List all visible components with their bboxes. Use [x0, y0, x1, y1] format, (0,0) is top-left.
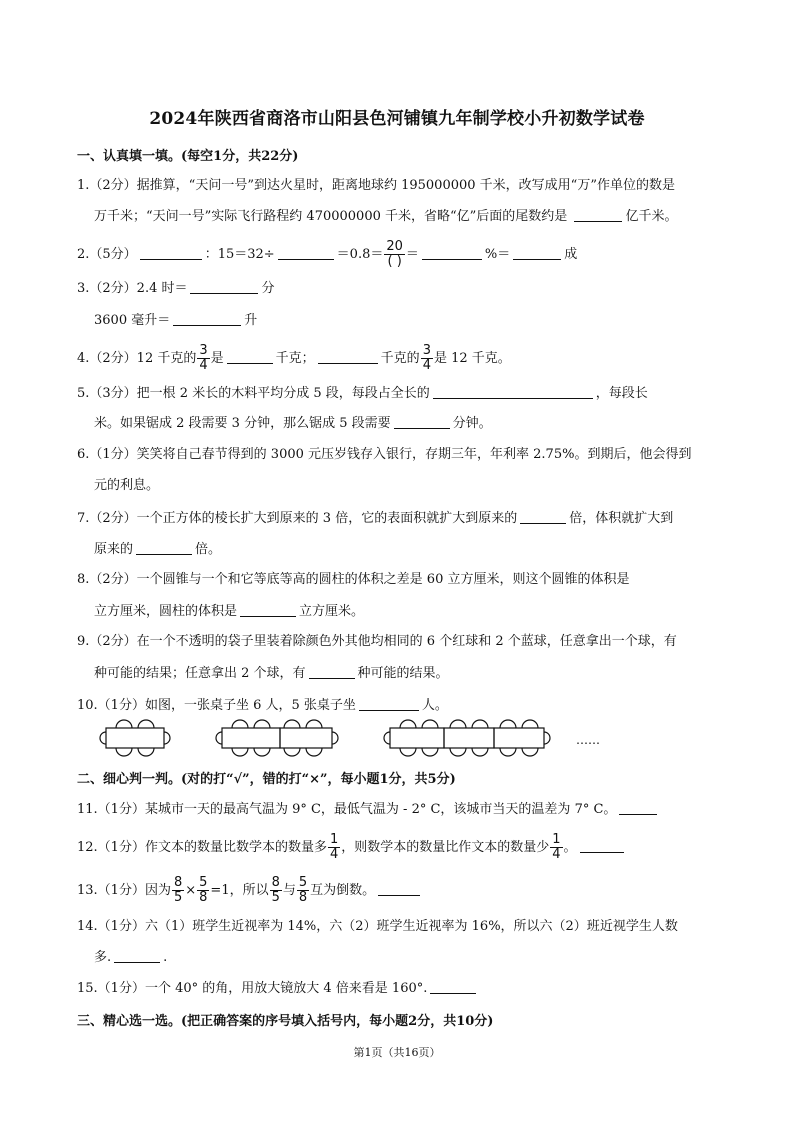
section-3-heading: 三、精心选一选。(把正确答案的序号填入括号内，每小题2分，共10分) [77, 1014, 494, 1029]
q13-text-a: 13.（1分）因为 [77, 883, 171, 898]
q4-fraction-1 [197, 344, 209, 373]
question-5-line-2 [94, 414, 492, 433]
q11-blank-1[interactable] [619, 800, 657, 815]
question-10 [77, 696, 448, 715]
q13-times: × [185, 883, 197, 898]
q12-blank-1[interactable] [580, 838, 624, 853]
table-group-3 [384, 720, 550, 756]
q7-text-a: 7.（2分）一个正方体的棱长扩大到原来的 3 倍，它的表面积就扩大到原来的 [77, 511, 518, 526]
q13-blank-1[interactable] [378, 881, 420, 896]
q2-text-e: %＝ [484, 247, 511, 262]
q4-text-d: 千克的 [380, 351, 420, 366]
q7-text-b: 倍，体积就扩大到 [569, 511, 674, 526]
q12-text-b: ，则数学本的数量比作文本的数量少 [341, 840, 550, 855]
q13-text-b: 互为倒数。 [310, 883, 376, 898]
q14-text-c: . [163, 950, 168, 965]
q13-frac1-den: 5 [173, 890, 183, 905]
question-3-line-1 [77, 279, 275, 298]
q2-text-b: ：15＝32÷ [204, 247, 275, 262]
q8-blank-1[interactable] [240, 602, 296, 617]
question-15 [77, 979, 479, 998]
question-1-line-1 [77, 177, 675, 195]
q7-blank-2[interactable] [136, 540, 192, 555]
q4-fraction-2 [421, 344, 433, 373]
q3-text-d: 升 [244, 313, 258, 328]
q12-text-c: 。 [563, 840, 577, 855]
q13-fraction-3 [270, 876, 282, 905]
q1-text-b: 万千米；“天问一号”实际飞行路程约 470000000 千米，省略“亿”后面的尾数约是 [94, 209, 568, 224]
q13-frac2-den: 8 [199, 890, 208, 905]
q5-text-a: 5.（3分）把一根 2 米长的木料平均分成 5 段，每段占全长的 [77, 386, 430, 401]
q9-text-a: 9.（2分）在一个不透明的袋子里装着除颜色外其他均相同的 6 个红球和 2 个蓝球，任意拿出一个球，有 [77, 634, 677, 649]
page-footer: 第1页（共16页） [353, 1046, 441, 1059]
q8-text-c: 立方厘米。 [299, 604, 365, 619]
q14-blank-1[interactable] [114, 948, 160, 963]
q13-frac4-den: 8 [298, 890, 308, 905]
table-group-1 [100, 720, 170, 756]
question-13 [77, 876, 423, 905]
q4-frac2-den: 4 [422, 358, 431, 373]
q2-fraction [384, 240, 405, 269]
section-2-heading: 二、细心判一判。(对的打“√”，错的打“×”，每小题1分，共5分) [77, 772, 456, 787]
q4-blank-2[interactable] [318, 349, 378, 364]
q12-fraction-1 [328, 833, 340, 862]
q5-text-c: 米。如果锯成 2 段需要 3 分钟，那么锯成 5 段需要 [94, 416, 391, 431]
q5-text-d: 分钟。 [452, 416, 492, 431]
question-5-line-1 [77, 384, 648, 403]
question-6-line-2 [94, 477, 159, 495]
question-8-line-1 [77, 571, 629, 589]
q14-text-a: 14.（1分）六（1）班学生近视率为 14%，六（2）班学生近视率为 16%，所以六（2）班近视学生人数 [77, 919, 678, 934]
q4-blank-1[interactable] [227, 349, 273, 364]
question-9-line-1 [77, 633, 677, 651]
q12-frac1-num: 1 [329, 832, 339, 847]
table-group-2 [216, 720, 338, 756]
exam-title: 2024年陕西省商洛市山阳县色河铺镇九年制学校小升初数学试卷 [149, 109, 645, 129]
q4-frac1-num: 3 [199, 343, 208, 358]
q10-text-b: 人。 [421, 698, 448, 713]
q11-text-a: 11.（1分）某城市一天的最高气温为 9° C，最低气温为 - 2° C，该城市当天的温差为 7° C。 [77, 802, 617, 817]
question-9-line-2 [94, 664, 449, 683]
q12-frac2-num: 1 [552, 832, 561, 847]
q8-text-b: 立方厘米，圆柱的体积是 [94, 604, 238, 619]
q13-frac2-num: 5 [199, 875, 208, 890]
q13-frac1-num: 8 [173, 875, 183, 890]
q2-blank-4[interactable] [513, 245, 561, 260]
q13-fraction-1 [172, 876, 184, 905]
q13-eq: =1，所以 [210, 883, 269, 898]
q2-text-c: ＝0.8＝ [336, 247, 384, 262]
question-4 [77, 344, 511, 373]
q4-text-a: 4.（2分）12 千克的 [77, 351, 197, 366]
q10-blank-1[interactable] [359, 696, 419, 711]
question-1-line-2 [94, 207, 677, 226]
q13-yu: 与 [282, 883, 296, 898]
q9-blank-1[interactable] [309, 664, 355, 679]
question-7-line-2 [94, 540, 221, 559]
question-14-line-2 [94, 948, 167, 967]
q7-text-d: 倍。 [195, 542, 222, 557]
q4-frac2-num: 3 [422, 343, 431, 358]
q13-frac4-num: 5 [298, 875, 308, 890]
q9-text-b: 种可能的结果；任意拿出 2 个球，有 [94, 666, 306, 681]
q15-blank-1[interactable] [430, 979, 476, 994]
q2-text-a: 2.（5分） [77, 247, 137, 262]
q4-frac1-den: 4 [199, 358, 208, 373]
section-1-heading: 一、认真填一填。(每空1分，共22分) [77, 149, 299, 164]
q3-text-b: 分 [261, 281, 275, 296]
q6-text-b: 元的利息。 [94, 478, 160, 493]
q4-text-b: 是 [210, 351, 224, 366]
q1-blank-2[interactable] [574, 207, 622, 222]
q3-blank-1[interactable] [190, 279, 258, 294]
question-6-line-1 [77, 446, 691, 464]
q2-text-d: ＝ [405, 247, 419, 262]
q1-text-c: 亿千米。 [625, 209, 678, 224]
continuation-dots: …… [576, 733, 600, 747]
q3-blank-2[interactable] [173, 311, 241, 326]
q15-text-a: 15.（1分）一个 40° 的角，用放大镜放大 4 倍来看是 160°. [77, 981, 428, 996]
q2-blank-3[interactable] [422, 245, 482, 260]
q10-text-a: 10.（1分）如图，一张桌子坐 6 人，5 张桌子坐 [77, 698, 356, 713]
tables-figure [90, 716, 650, 760]
q12-fraction-2 [550, 833, 562, 862]
q2-text-f: 成 [564, 247, 578, 262]
q1-text-a: 1.（2分）据推算，“天问一号”到达火星时，距离地球约 195000000 千米，改写成用“万”作单位的数是 [77, 178, 675, 193]
question-11 [77, 800, 660, 819]
question-7-line-1 [77, 509, 673, 528]
question-8-line-2 [94, 602, 364, 621]
q9-text-c: 种可能的结果。 [357, 666, 449, 681]
q13-fraction-4 [297, 876, 309, 905]
q4-text-e: 是 12 千克。 [433, 351, 511, 366]
q2-frac-den: ( ) [387, 254, 402, 269]
q13-frac3-den: 5 [271, 890, 280, 905]
q13-frac3-num: 8 [271, 875, 280, 890]
q12-frac2-den: 4 [552, 847, 561, 862]
q7-text-c: 原来的 [94, 542, 134, 557]
q14-text-b: 多. [94, 950, 112, 965]
q12-text-a: 12.（1分）作文本的数量比数学本的数量多 [77, 840, 327, 855]
q5-blank-2[interactable] [394, 414, 450, 429]
q2-blank-2[interactable] [278, 245, 334, 260]
q7-blank-1[interactable] [520, 509, 566, 524]
q5-text-b: ，每段长 [595, 386, 648, 401]
question-12 [77, 833, 627, 862]
q2-blank-1[interactable] [140, 245, 202, 260]
question-3-line-2 [94, 311, 257, 330]
q13-fraction-2 [197, 876, 209, 905]
question-14-line-1 [77, 918, 678, 936]
q5-blank-1[interactable] [433, 384, 593, 399]
q3-text-a: 3.（2分）2.4 时＝ [77, 281, 188, 296]
q4-text-c: 千克； [275, 351, 315, 366]
q8-text-a: 8.（2分）一个圆锥与一个和它等底等高的圆柱的体积之差是 60 立方厘米，则这个圆锥的体积是 [77, 572, 630, 587]
q6-text-a: 6.（1分）笑笑将自己春节得到的 3000 元压岁钱存入银行，存期三年，年利率 2.75%。到期后，他会得到 [77, 447, 692, 462]
q12-frac1-den: 4 [329, 847, 339, 862]
question-2 [77, 240, 577, 269]
q3-text-c: 3600 毫升＝ [94, 313, 171, 328]
q2-frac-num: 20 [386, 239, 403, 254]
